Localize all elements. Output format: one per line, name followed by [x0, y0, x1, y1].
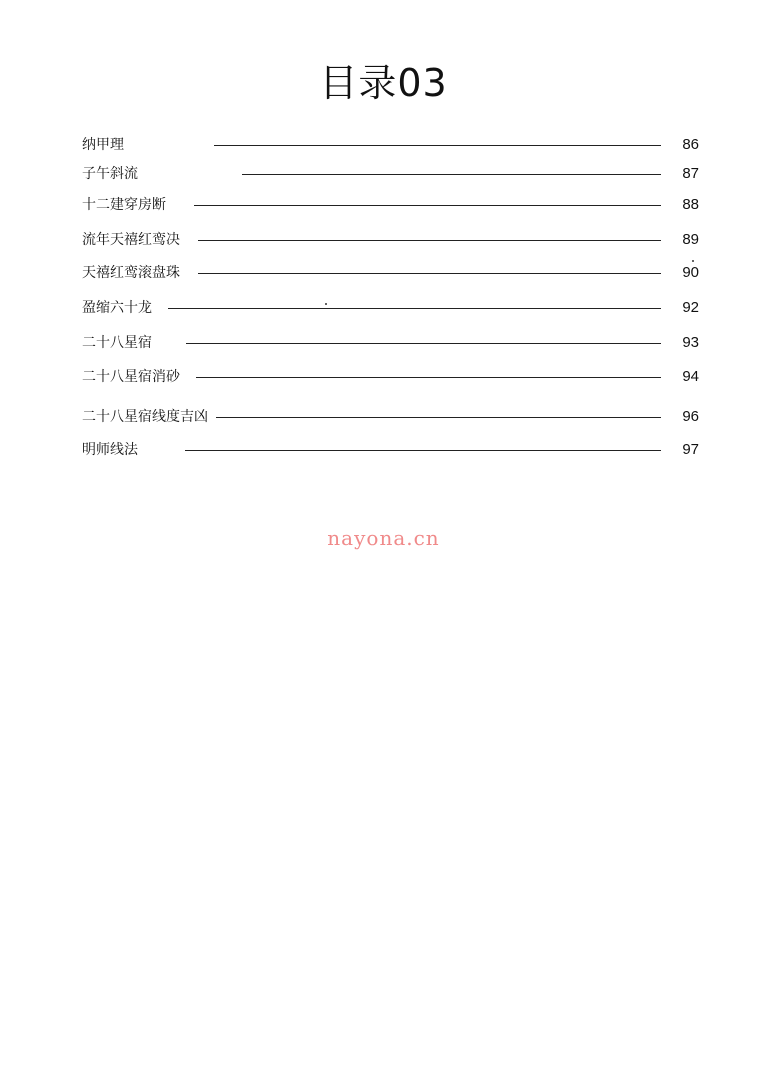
- toc-entry-page: 93: [682, 334, 699, 351]
- toc-entry-title: 十二建穿房断: [82, 197, 166, 213]
- toc-leader-line: [194, 205, 661, 206]
- toc-entry-title: 盈缩六十龙: [82, 300, 152, 316]
- toc-entry-page: 89: [682, 231, 699, 248]
- toc-leader-line: [196, 377, 661, 378]
- toc-entry-title: 纳甲理: [82, 137, 124, 153]
- toc-entry[interactable]: [82, 262, 699, 284]
- toc-entry-title: 流年天禧红鸾决: [82, 232, 180, 248]
- toc-entry-page: 96: [682, 408, 699, 425]
- toc-leader-line: [216, 417, 661, 418]
- toc-entry[interactable]: [82, 163, 699, 185]
- toc-entry-title: 二十八星宿线度吉凶: [82, 409, 208, 425]
- toc-entry[interactable]: [82, 229, 699, 251]
- toc-entry-page: 90: [682, 264, 699, 281]
- toc-entry-title: 天禧红鸾滚盘珠: [82, 265, 180, 281]
- toc-leader-line: [186, 343, 661, 344]
- table-of-contents: [0, 0, 767, 470]
- toc-entry-page: 92: [682, 299, 699, 316]
- toc-entry-page: 97: [682, 441, 699, 458]
- toc-entry-page: 86: [682, 136, 699, 153]
- toc-entry[interactable]: [82, 194, 699, 216]
- page-title: 目录03: [319, 61, 448, 105]
- toc-entry[interactable]: [82, 406, 699, 428]
- watermark-text: nayona.cn: [327, 526, 440, 550]
- toc-entry-title: 明师线法: [82, 442, 138, 458]
- toc-entry[interactable]: [82, 366, 699, 388]
- toc-entry[interactable]: [82, 134, 699, 156]
- toc-entry-page: 94: [682, 368, 699, 385]
- toc-entry-title: 二十八星宿: [82, 335, 152, 351]
- toc-entry[interactable]: [82, 439, 699, 461]
- toc-entry-title: 子午斜流: [82, 166, 138, 182]
- toc-leader-line: [168, 308, 661, 309]
- toc-entry-page: 87: [682, 165, 699, 182]
- toc-leader-line: [214, 145, 661, 146]
- toc-leader-line: [198, 240, 661, 241]
- scan-speck: [325, 303, 327, 305]
- toc-entry[interactable]: [82, 297, 699, 319]
- toc-leader-line: [198, 273, 661, 274]
- toc-leader-line: [185, 450, 661, 451]
- scan-speck: [692, 260, 694, 262]
- toc-entry[interactable]: [82, 332, 699, 354]
- toc-leader-line: [242, 174, 661, 175]
- toc-entry-page: 88: [682, 196, 699, 213]
- toc-entry-title: 二十八星宿消砂: [82, 369, 180, 385]
